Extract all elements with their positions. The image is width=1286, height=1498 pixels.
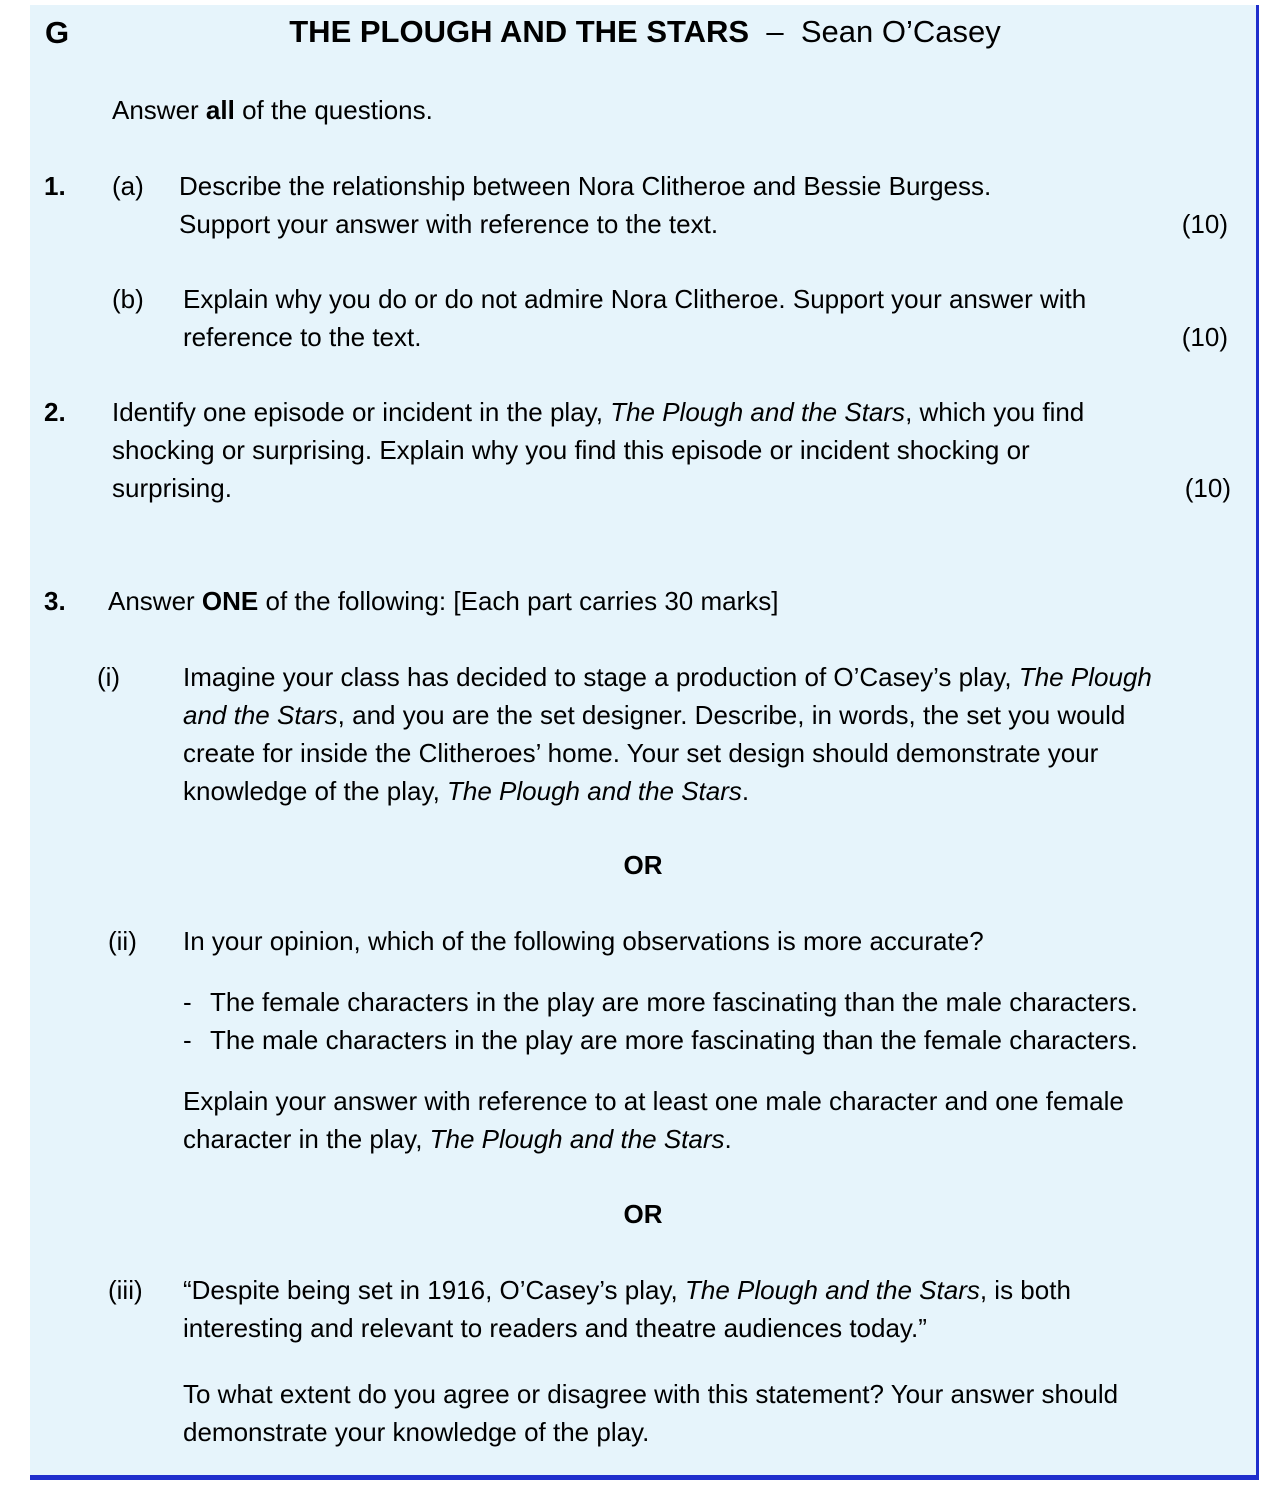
question-1b-text: Explain why you do or do not admire Nora Clitheroe. Support your answer with reference to the text. <box>183 284 1087 352</box>
or-separator-1: OR <box>623 850 663 880</box>
page-title <box>75 11 1215 53</box>
question-3ii-text: In your opinion, which of the following observations is more accurate? <box>183 926 984 956</box>
section-letter: G <box>45 15 70 50</box>
option-bullet-1: - <box>183 987 192 1017</box>
or-separator-2: OR <box>623 1199 663 1229</box>
instruction: Answer all of the questions. <box>112 95 433 125</box>
question-3iii-quote: “Despite being set in 1916, O’Casey’s play, The Plough and the Stars, is both interesting and relevant to readers and theatre audiences today.” <box>183 1275 1071 1343</box>
question-1a-marks: (10) <box>1181 209 1228 239</box>
question-2-text: Identify one episode or incident in the play, The Plough and the Stars, which you find shocking or surprising. Explain why you find this episode or incident shocking or surprising. <box>112 397 1085 503</box>
question-2-marks: (10) <box>1184 473 1231 503</box>
question-3-intro: Answer ONE of the following: [Each part carries 30 marks] <box>108 586 779 616</box>
option-female: The female characters in the play are more fascinating than the male characters. <box>210 987 1138 1017</box>
question-2-number: 2. <box>44 397 66 427</box>
question-3ii-explain: Explain your answer with reference to at least one male character and one female character in the play, The Plough and the Stars. <box>183 1086 1124 1154</box>
title-dash: – <box>766 14 784 49</box>
question-1a-label: (a) <box>112 171 144 201</box>
question-1b-marks: (10) <box>1181 322 1228 352</box>
question-1a-text: Describe the relationship between Nora Clitheroe and Bessie Burgess. Support your answer with reference to the text. <box>179 171 992 239</box>
question-1b-label: (b) <box>112 284 144 314</box>
option-male: The male characters in the play are more fascinating than the female characters. <box>210 1025 1138 1055</box>
question-1-number: 1. <box>44 171 66 201</box>
option-bullet-2: - <box>183 1025 192 1055</box>
question-3-number: 3. <box>44 586 66 616</box>
play-title: THE PLOUGH AND THE STARS <box>289 14 750 49</box>
question-3i-label: (i) <box>97 662 121 692</box>
question-3iii-label: (iii) <box>108 1275 143 1305</box>
question-panel <box>30 5 1259 1480</box>
author-name: Sean O’Casey <box>800 14 1001 49</box>
question-3ii-label: (ii) <box>108 926 137 956</box>
question-3i-text: Imagine your class has decided to stage a production of O’Casey’s play, The Plough and the Stars, and you are the set designer. Describe, in words, the set you would create for inside the Clitheroes’ home. Your set design should demonstrate your knowledge of the play, The Plough and the Stars. <box>183 662 1152 806</box>
question-3iii-prompt: To what extent do you agree or disagree with this statement? Your answer should demonstrate your knowledge of the play. <box>183 1379 1119 1447</box>
